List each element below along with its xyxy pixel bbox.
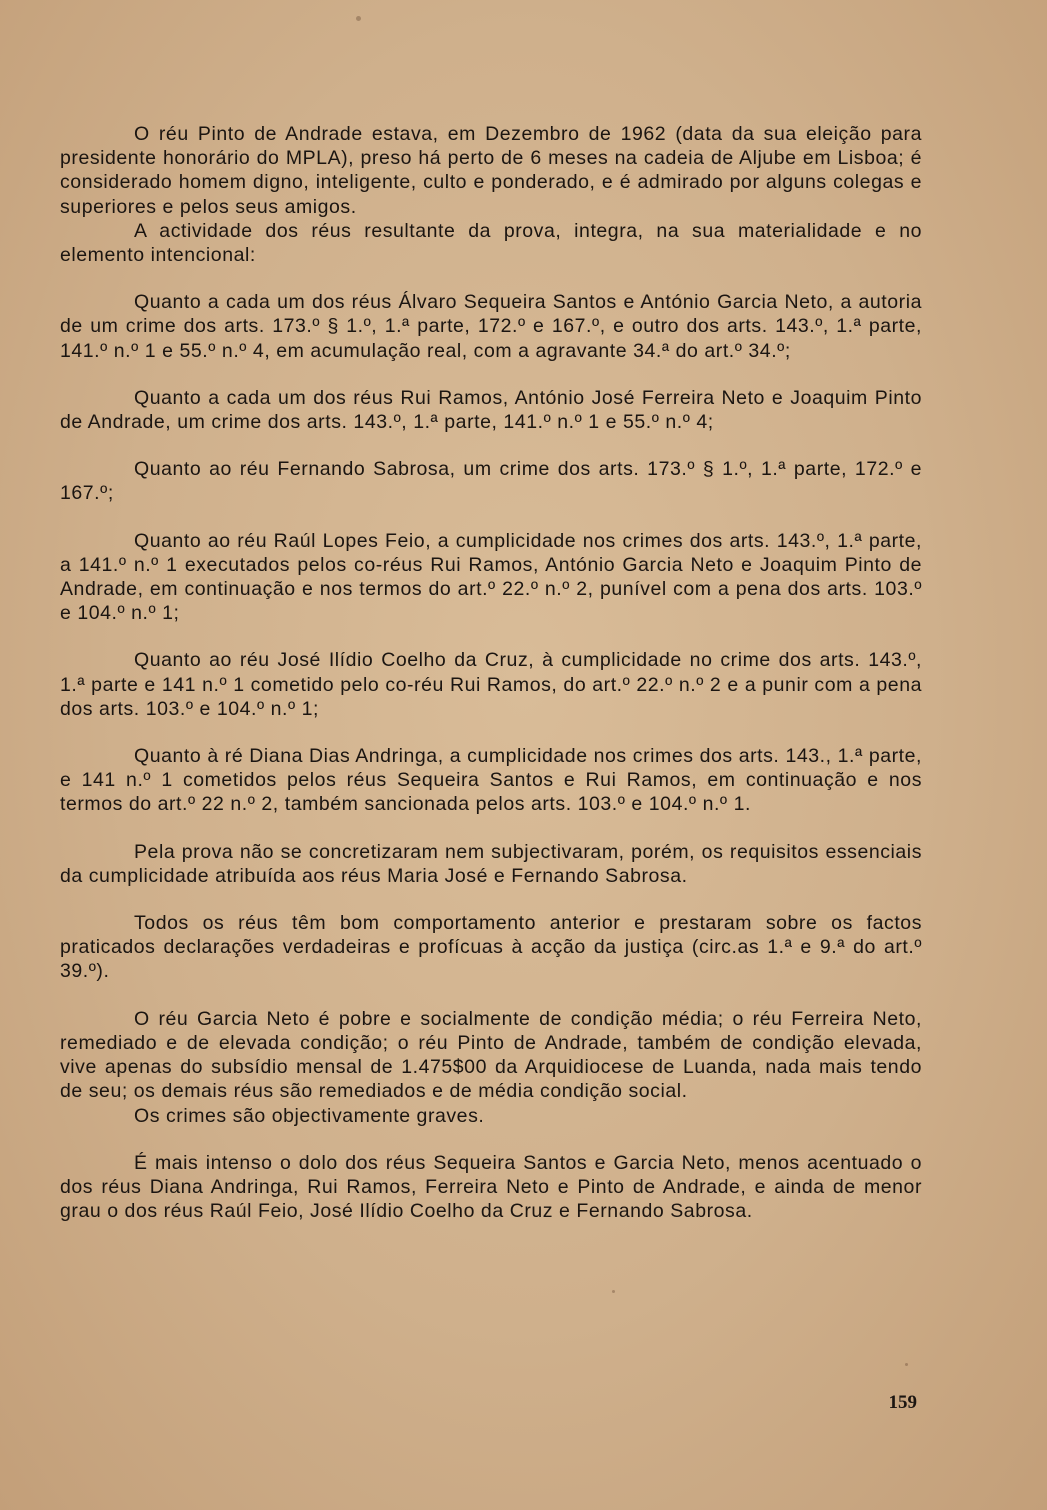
paragraph-requisitos-cumplicidade: Pela prova não se concretizaram nem subjectivaram, porém, os requisitos essenciais da cumplicidade atribuída aos réus Maria José e Fernando Sabrosa.: [60, 840, 922, 887]
paragraph-dolo-dos-reus: É mais intenso o dolo dos réus Sequeira Santos e Garcia Neto, menos acentuado o dos réus Diana Andringa, Rui Ramos, Ferreira Neto e Pinto de Andrade, e ainda de menor grau o dos réus Raúl Feio, José Ilídio Coelho da Cruz e Fernando Sabrosa.: [60, 1151, 922, 1223]
paragraph-raul-lopes-feio: Quanto ao réu Raúl Lopes Feio, a cumplicidade nos crimes dos arts. 143.º, 1.ª parte, a 141.º n.º 1 executados pelos co-réus Rui Ramos, António Garcia Neto e Joaquim Pinto de Andrade, em continuação e nos termos do art.º 22.º n.º 2, punível com a pena dos arts. 103.º e 104.º n.º 1;: [60, 529, 922, 625]
paragraph-reu-pinto-de-andrade: O réu Pinto de Andrade estava, em Dezembro de 1962 (data da sua eleição para presidente honorário do MPLA), preso há perto de 6 meses na cadeia de Aljube em Lisboa; é considerado homem digno, inteligente, culto e ponderado, e é admirado por alguns colegas e superiores e pelos seus amigos.: [60, 123, 922, 218]
paragraph-fernando-sabrosa: Quanto ao réu Fernando Sabrosa, um crime dos arts. 173.º § 1.º, 1.ª parte, 172.º e 167.º;: [60, 458, 922, 505]
paper-speck: [905, 1363, 908, 1366]
page-number: 159: [888, 1392, 917, 1413]
paragraph-bom-comportamento: Todos os réus têm bom comportamento anterior e prestaram sobre os factos praticados declarações verdadeiras e profícuas à acção da justiça (circ.as 1.ª e 9.ª do art.º 39.º).: [60, 912, 922, 983]
paper-speck: [612, 1290, 615, 1293]
paragraph-actividade-dos-reus: A actividade dos réus resultante da prova, integra, na sua materialidade e no elemento intencional:: [60, 219, 922, 267]
paragraph-jose-ilidio-coelho: Quanto ao réu José Ilídio Coelho da Cruz, à cumplicidade no crime dos arts. 143.º, 1.ª parte e 141 n.º 1 cometido pelo co-réu Rui Ramos, do art.º 22.º n.º 2 e a punir com a pena dos arts. 103.º e 104.º n.º 1;: [60, 649, 922, 720]
document-body: [60, 122, 922, 1223]
paragraph-condicao-social: O réu Garcia Neto é pobre e socialmente de condição média; o réu Ferreira Neto, remediado e de elevada condição; o réu Pinto de Andrade, também de condição elevada, vive apenas do subsídio mensal de 1.475$00 da Arquidiocese de Luanda, nada mais tendo de seu; os demais réus são remediados e de média condição social.: [60, 1007, 922, 1103]
paragraph-rui-ramos: Quanto a cada um dos réus Rui Ramos, António José Ferreira Neto e Joaquim Pinto de Andrade, um crime dos arts. 143.º, 1.ª parte, 141.º n.º 1 e 55.º n.º 4;: [60, 386, 922, 434]
paragraph-alvaro-sequeira-santos: Quanto a cada um dos réus Álvaro Sequeira Santos e António Garcia Neto, a autoria de um crime dos arts. 173.º § 1.º, 1.ª parte, 172.º e 167.º, e outro dos arts. 143.º, 1.ª parte, 141.º n.º 1 e 55.º n.º 4, em acumulação real, com a agravante 34.ª do art.º 34.º;: [60, 291, 922, 362]
paper-speck: [356, 16, 361, 21]
paragraph-diana-dias-andringa: Quanto à ré Diana Dias Andringa, a cumplicidade nos crimes dos arts. 143., 1.ª parte, e 141 n.º 1 cometidos pelos réus Sequeira Santos e Rui Ramos, em continuação e nos termos do art.º 22 n.º 2, também sancionada pelos arts. 103.º e 104.º n.º 1.: [60, 745, 922, 816]
paragraph-crimes-graves: Os crimes são objectivamente graves.: [134, 1104, 485, 1127]
